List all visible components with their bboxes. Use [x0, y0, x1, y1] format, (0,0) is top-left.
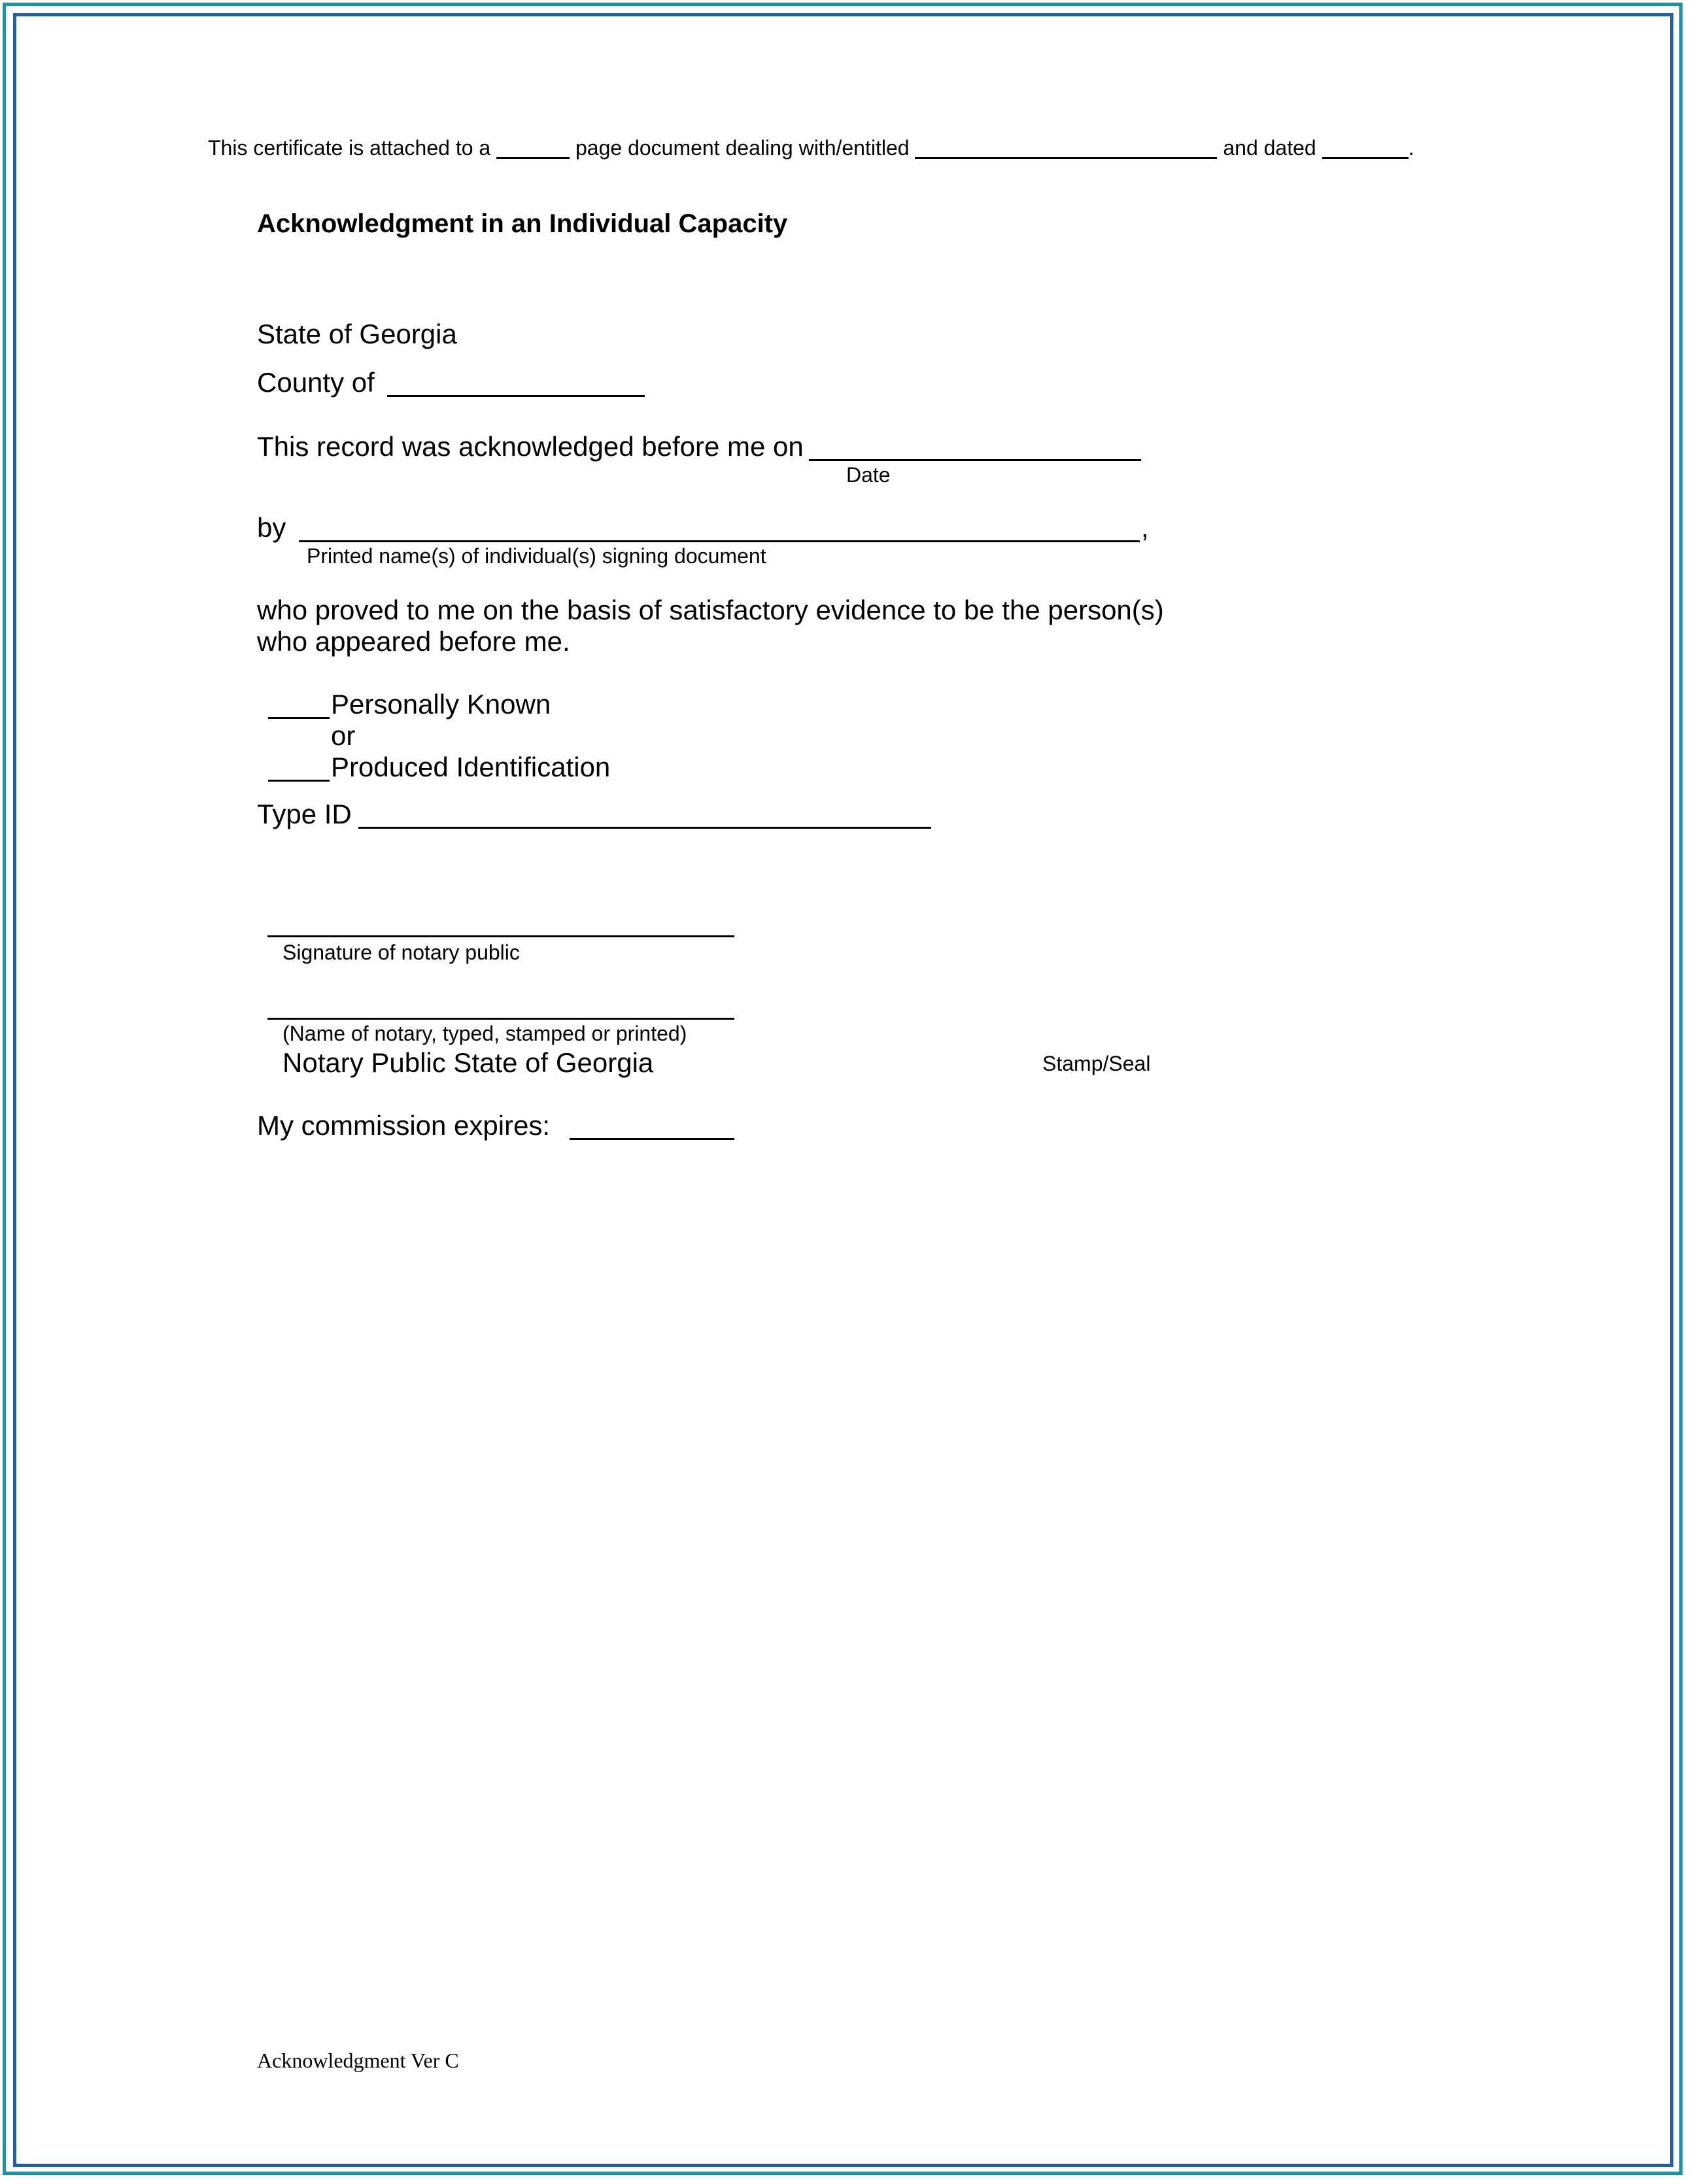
page-count-blank[interactable]	[496, 136, 570, 159]
produced-identification-label: Produced Identification	[331, 752, 611, 782]
document-title-blank[interactable]	[915, 136, 1217, 159]
page-title: Acknowledgment in an Individual Capacity	[257, 209, 788, 238]
proof-line-1: who proved to me on the basis of satisfactory evidence to be the person(s)	[257, 595, 1164, 625]
header-text-d: .	[1408, 136, 1414, 160]
header-text-c: and dated	[1217, 136, 1322, 160]
name-caption: (Name of notary, typed, stamped or printed)	[282, 1022, 687, 1045]
printed-name-blank[interactable]	[299, 540, 1140, 542]
county-blank[interactable]	[387, 395, 645, 397]
state-label: State of Georgia	[257, 319, 457, 349]
type-id-label: Type ID	[257, 799, 352, 829]
date-caption: Date	[846, 463, 891, 487]
proof-line-2: who appeared before me.	[257, 626, 570, 657]
signature-caption: Signature of notary public	[282, 941, 520, 964]
stamp-seal-label: Stamp/Seal	[1042, 1052, 1151, 1075]
by-label: by	[257, 512, 286, 543]
printed-name-caption: Printed name(s) of individual(s) signing document	[307, 544, 766, 568]
notary-signature-blank[interactable]	[267, 935, 734, 937]
personally-known-blank[interactable]	[268, 717, 330, 719]
header-text-b: page document dealing with/entitled	[570, 136, 915, 160]
county-label: County of	[257, 367, 375, 398]
acknowledged-label: This record was acknowledged before me on	[257, 431, 804, 462]
personally-known-label: Personally Known	[331, 689, 551, 719]
notary-name-blank[interactable]	[267, 1018, 734, 1020]
notary-title: Notary Public State of Georgia	[282, 1047, 654, 1078]
produced-identification-blank[interactable]	[268, 780, 330, 782]
or-label: or	[331, 720, 356, 751]
header-text-a: This certificate is attached to a	[208, 136, 497, 160]
by-trailing-comma: ,	[1141, 512, 1149, 543]
acknowledged-date-blank[interactable]	[809, 459, 1141, 461]
certificate-attachment-line	[208, 136, 1414, 158]
type-id-blank[interactable]	[358, 827, 931, 829]
commission-label: My commission expires:	[257, 1110, 551, 1141]
document-date-blank[interactable]	[1322, 136, 1409, 159]
commission-date-blank[interactable]	[570, 1138, 734, 1140]
footer-version: Acknowledgment Ver C	[257, 2049, 459, 2072]
